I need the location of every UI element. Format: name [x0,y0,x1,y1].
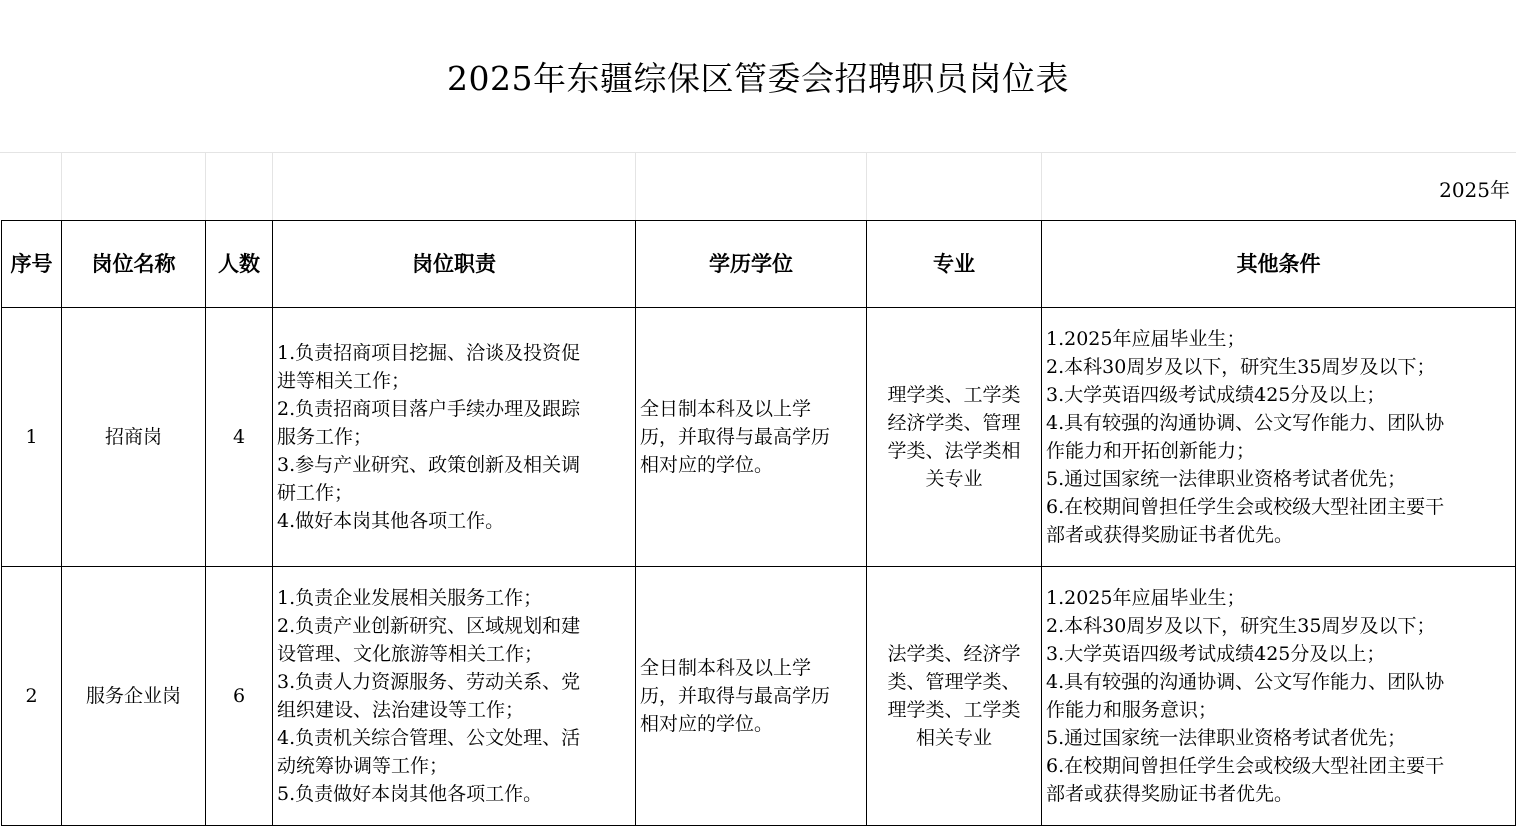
other-line: 1.2025年应届毕业生； [1046,328,1246,350]
grid-line [1041,152,1042,220]
duty-line: 设管理、文化旅游等相关工作； [277,643,544,665]
header-other: 其他条件 [1042,221,1516,308]
duty-line: 1.负责企业发展相关服务工作； [277,587,543,609]
cell-other [1042,308,1516,567]
grid-line [635,152,636,220]
education-line: 相对应的学位。 [640,454,774,476]
major-line: 关专业 [925,468,983,490]
duty-line: 5.负责做好本岗其他各项工作。 [277,783,543,805]
other-line: 3.大学英语四级考试成绩425分及以上； [1046,643,1386,665]
major-line: 理学类、工学类 [887,384,1021,406]
other-line: 1.2025年应届毕业生； [1046,587,1246,609]
other-line: 3.大学英语四级考试成绩425分及以上； [1046,384,1386,406]
duty-line: 3.参与产业研究、政策创新及相关调 [277,454,581,476]
duty-line: 2.负责招商项目落户手续办理及跟踪 [277,398,581,420]
cell-position: 服务企业岗 [62,567,206,826]
duty-line: 2.负责产业创新研究、区域规划和建 [277,615,581,637]
cell-other [1042,567,1516,826]
duty-line: 研工作； [277,482,354,504]
duty-line: 动统筹协调等工作； [277,755,449,777]
major-line: 理学类、工学类 [887,699,1021,721]
grid-line [0,152,1516,153]
header-major: 专业 [867,221,1042,308]
title-area [0,0,1516,152]
cell-position: 招商岗 [62,308,206,567]
other-line: 4.具有较强的沟通协调、公文写作能力、团队协 [1046,671,1445,693]
cell-duties [273,567,636,826]
education-line: 全日制本科及以上学 [640,657,812,679]
grid-line [866,152,867,220]
education-line: 相对应的学位。 [640,713,774,735]
page-title: 2025年东疆综保区管委会招聘职员岗位表 [447,58,1069,98]
major-line: 法学类、经济学 [887,643,1021,665]
duty-line: 1.负责招商项目挖掘、洽谈及投资促 [277,342,581,364]
other-line: 6.在校期间曾担任学生会或校级大型社团主要干 [1046,496,1445,518]
table-row [2,567,1516,826]
other-line: 6.在校期间曾担任学生会或校级大型社团主要干 [1046,755,1445,777]
other-line: 作能力和服务意识； [1046,699,1218,721]
major-line: 相关专业 [915,727,992,749]
other-line: 4.具有较强的沟通协调、公文写作能力、团队协 [1046,412,1445,434]
header-position: 岗位名称 [62,221,206,308]
cell-count: 6 [206,567,273,826]
major-line: 类、管理学类、 [887,671,1021,693]
other-line: 2.本科30周岁及以下，研究生35周岁及以下； [1046,615,1436,637]
cell-index: 1 [2,308,62,567]
cell-duties [273,308,636,567]
education-line: 历，并取得与最高学历 [640,685,831,707]
cell-education [636,567,867,826]
table-row [2,308,1516,567]
header-index: 序号 [2,221,62,308]
header-education: 学历学位 [636,221,867,308]
duty-line: 4.做好本岗其他各项工作。 [277,510,505,532]
cell-education [636,308,867,567]
grid-line [205,152,206,220]
other-line: 5.通过国家统一法律职业资格考试者优先； [1046,468,1407,490]
other-line: 2.本科30周岁及以下，研究生35周岁及以下； [1046,356,1436,378]
grid-line [61,152,62,220]
cell-index: 2 [2,567,62,826]
education-line: 全日制本科及以上学 [640,398,812,420]
grid-line [272,152,273,220]
education-line: 历，并取得与最高学历 [640,426,831,448]
year-label: 2025年 [1439,178,1510,202]
duty-line: 进等相关工作； [277,370,411,392]
cell-count: 4 [206,308,273,567]
other-line: 部者或获得奖励证书者优先。 [1046,783,1294,805]
other-line: 5.通过国家统一法律职业资格考试者优先； [1046,727,1407,749]
positions-table [1,220,1516,826]
other-line: 部者或获得奖励证书者优先。 [1046,524,1294,546]
year-row [0,152,1516,220]
header-count: 人数 [206,221,273,308]
duty-line: 组织建设、法治建设等工作； [277,699,525,721]
cell-major [867,308,1042,567]
duty-line: 3.负责人力资源服务、劳动关系、党 [277,671,581,693]
header-row [2,221,1516,308]
duty-line: 服务工作； [277,426,373,448]
cell-major [867,567,1042,826]
duty-line: 4.负责机关综合管理、公文处理、活 [277,727,581,749]
major-line: 学类、法学类相 [887,440,1021,462]
header-duties: 岗位职责 [273,221,636,308]
major-line: 经济学类、管理 [887,412,1021,434]
other-line: 作能力和开拓创新能力； [1046,440,1256,462]
